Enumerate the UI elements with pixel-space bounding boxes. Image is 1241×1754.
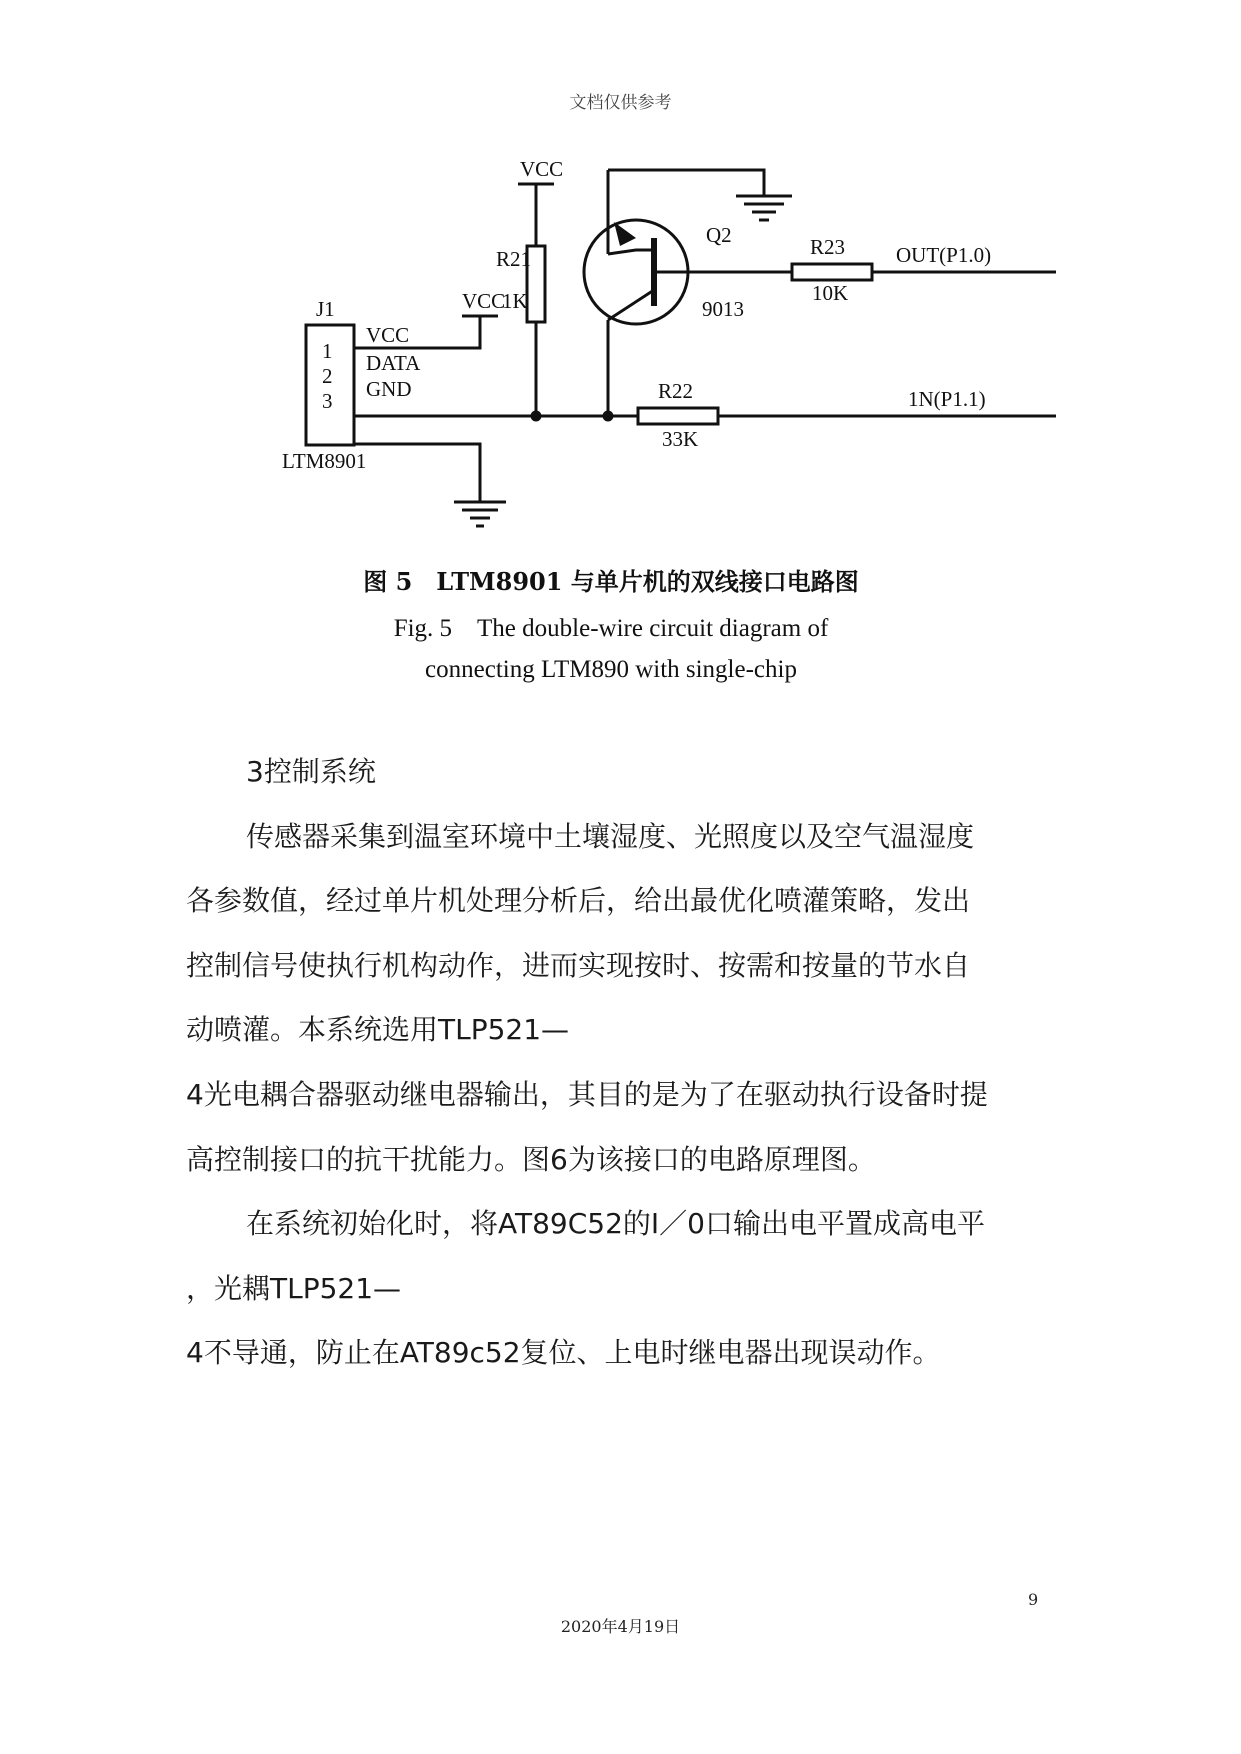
resistor-r23 <box>792 264 872 280</box>
label-in: 1N(P1.1) <box>908 387 986 411</box>
label-pin2: 2 <box>322 364 333 388</box>
label-r22-value: 33K <box>662 427 699 451</box>
transistor-arrow <box>614 222 636 246</box>
label-q2-value: 9013 <box>702 297 744 321</box>
label-pin-vcc: VCC <box>366 323 410 347</box>
label-pin-data: DATA <box>366 351 421 375</box>
paragraph-line: ，光耦TLP521— <box>186 1271 402 1305</box>
paragraph-line: 在系统初始化时，将AT89C52的I／0口输出电平置成高电平 <box>246 1207 985 1241</box>
paragraph-line: 各参数值，经过单片机处理分析后，给出最优化喷灌策略，发出 <box>186 884 971 918</box>
label-r21-value: 1K <box>502 289 528 313</box>
paragraph-line: 4不导通，防止在AT89c52复位、上电时继电器出现误动作。 <box>186 1336 941 1370</box>
label-r23-value: 10K <box>812 281 849 305</box>
label-pin3: 3 <box>322 389 333 413</box>
resistor-r22 <box>638 408 718 424</box>
wire-gnd <box>354 444 480 502</box>
label-connector-name: LTM8901 <box>282 449 367 473</box>
section-heading: 3控制系统 <box>246 755 376 788</box>
figure-caption-en-line1: Fig. 5 The double-wire circuit diagram of <box>393 615 829 642</box>
label-r21: R21 <box>496 247 532 271</box>
label-r23: R23 <box>810 235 846 259</box>
page-number: 9 <box>1028 1590 1039 1609</box>
paragraph-line: 高控制接口的抗干扰能力。图6为该接口的电路原理图。 <box>186 1142 876 1176</box>
figure-caption-cn: 图 5 LTM8901 与单片机的双线接口电路图 <box>363 567 859 596</box>
paragraph-line: 4光电耦合器驱动继电器输出，其目的是为了在驱动执行设备时提 <box>186 1077 988 1111</box>
body-text <box>186 740 1066 1386</box>
label-vcc-mid: VCC <box>462 289 506 313</box>
paragraph-line: 传感器采集到温室环境中土壤湿度、光照度以及空气温湿度 <box>246 819 975 853</box>
label-j1: J1 <box>316 297 335 321</box>
label-pin-gnd: GND <box>366 377 412 401</box>
label-out: OUT(P1.0) <box>896 243 992 267</box>
paragraph-line: 动喷灌。本系统选用TLP521— <box>186 1013 570 1047</box>
label-q2: Q2 <box>706 223 732 247</box>
page-footer-date: 2020年4月19日 <box>560 1617 681 1636</box>
junction-r21 <box>532 412 540 420</box>
circuit-diagram <box>236 150 1096 550</box>
label-pin1: 1 <box>322 339 333 363</box>
label-r22: R22 <box>658 379 694 403</box>
paragraph-line: 控制信号使执行机构动作，进而实现按时、按需和按量的节水自 <box>186 948 971 982</box>
label-vcc-top: VCC <box>520 157 564 181</box>
circuit-figure <box>236 150 1096 720</box>
figure-caption-en-line2: connecting LTM890 with single-chip <box>425 656 797 683</box>
page-header: 文档仅供参考 <box>569 93 672 113</box>
